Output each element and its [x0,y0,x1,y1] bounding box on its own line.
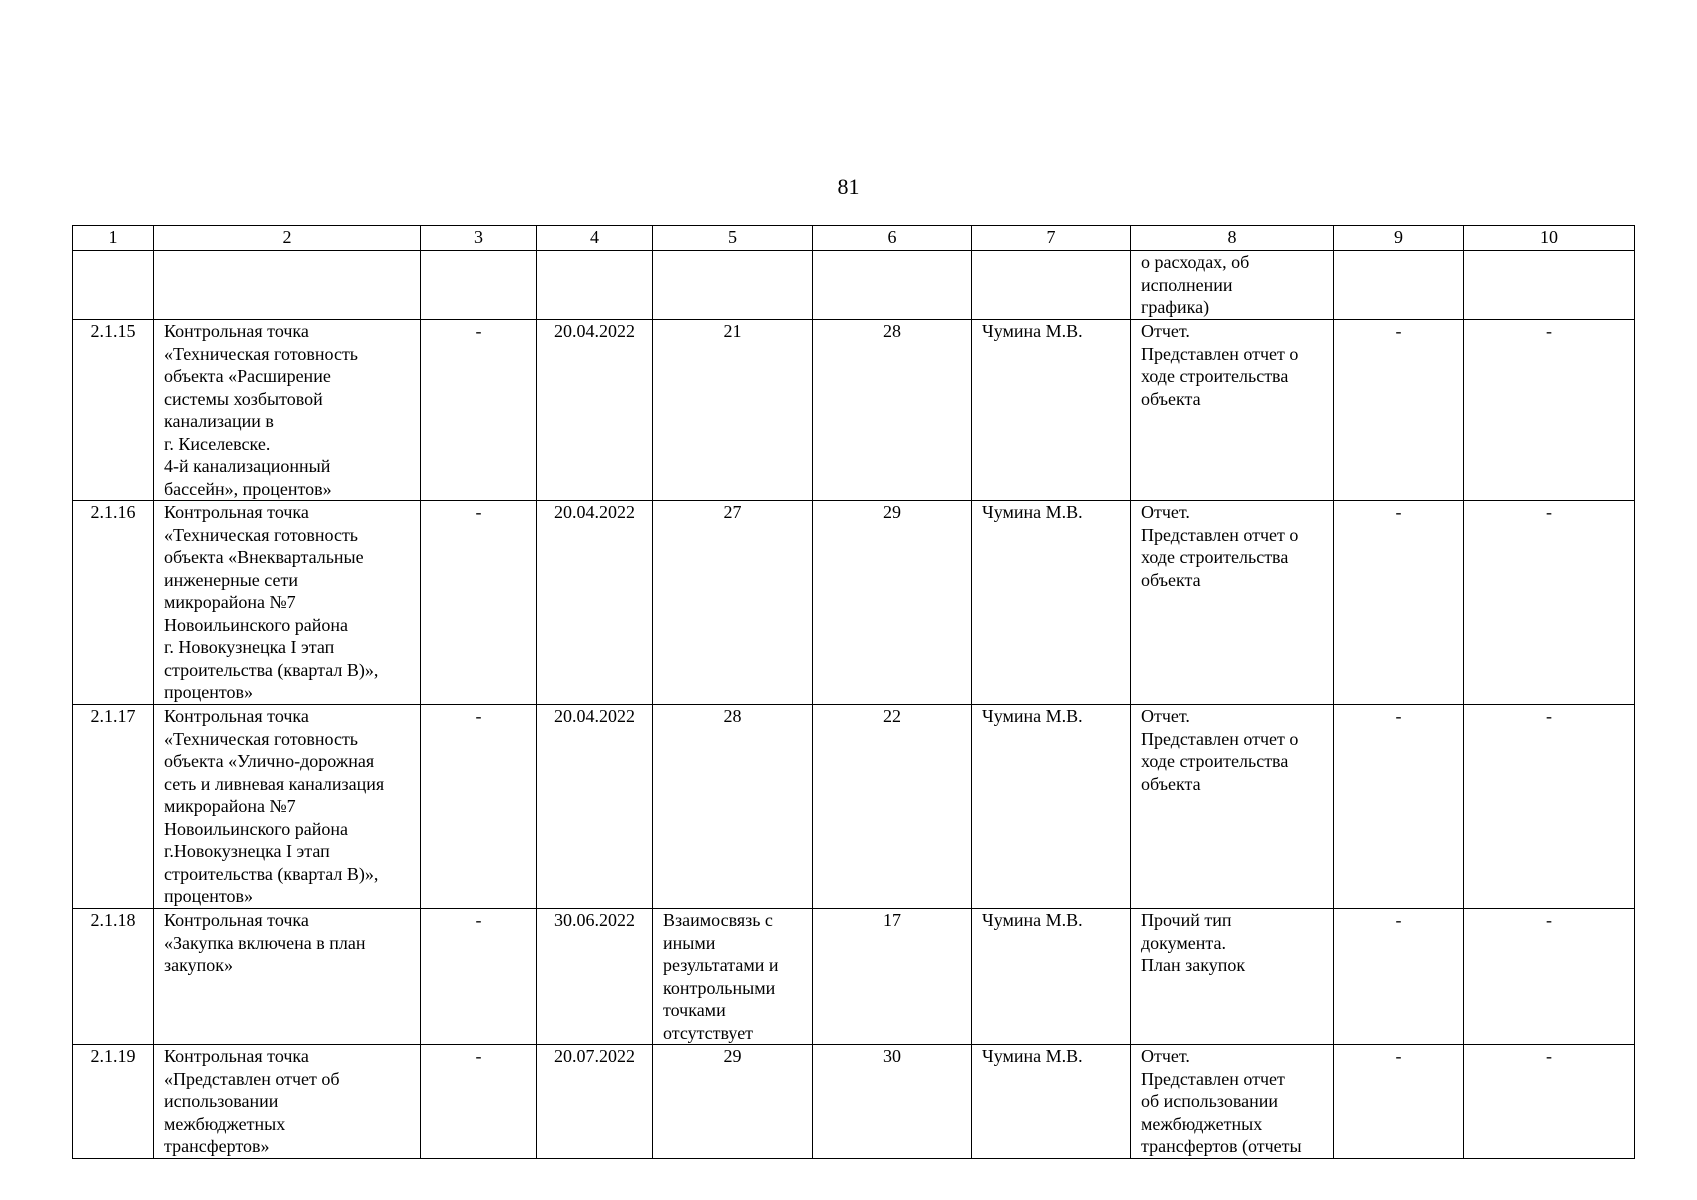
cell-col9: - [1334,909,1464,1045]
column-number: 2 [154,226,421,251]
cell-col9 [1334,251,1464,320]
row-number: 2.1.17 [73,705,154,909]
responsible-person: Чумина М.В. [972,1045,1131,1159]
cell-col10: - [1464,909,1635,1045]
date-cell: 20.04.2022 [537,501,653,705]
control-point-name: Контрольная точка «Техническая готовность объекта «Внеквартальные инженерные сети микрорайона №7 Новоильинского района г. Новокузнецка I этап строительства (квартал В)», процентов» [154,501,421,705]
table-row [73,501,1635,705]
document-type: Отчет. Представлен отчет об использовании межбюджетных трансфертов (отчеты [1131,1045,1334,1159]
cell-col3: - [421,705,537,909]
cell-col10 [1464,251,1635,320]
cell-col3: - [421,320,537,501]
row-number [73,251,154,320]
cell-col6: 28 [813,320,972,501]
cell-col6 [813,251,972,320]
date-cell: 20.04.2022 [537,705,653,909]
cell-col6: 17 [813,909,972,1045]
page-number: 81 [837,174,860,199]
responsible-person: Чумина М.В. [972,501,1131,705]
cell-col5: 27 [653,501,813,705]
control-point-name: Контрольная точка «Техническая готовность объекта «Улично-дорожная сеть и ливневая канализация микрорайона №7 Новоильинского района г.Новокузнецка I этап строительства (квартал В)», процентов» [154,705,421,909]
document-type: Отчет. Представлен отчет о ходе строительства объекта [1131,705,1334,909]
table-row [73,909,1635,1045]
cell-col10: - [1464,320,1635,501]
column-number: 5 [653,226,813,251]
table-row [73,251,1635,320]
date-cell: 20.07.2022 [537,1045,653,1159]
document-type: Прочий тип документа. План закупок [1131,909,1334,1045]
column-number: 6 [813,226,972,251]
control-point-name: Контрольная точка «Техническая готовность объекта «Расширение системы хозбытовой канализации в г. Киселевске. 4-й канализационный бассейн», процентов» [154,320,421,501]
cell-col9: - [1334,501,1464,705]
responsible-person [972,251,1131,320]
cell-col10: - [1464,1045,1635,1159]
cell-col10: - [1464,501,1635,705]
table-row [73,1045,1635,1159]
cell-col3: - [421,1045,537,1159]
cell-col3: - [421,501,537,705]
date-cell: 20.04.2022 [537,320,653,501]
cell-col5: Взаимосвязь с иными результатами и контрольными точками отсутствует [653,909,813,1045]
cell-col9: - [1334,705,1464,909]
cell-col5: 21 [653,320,813,501]
cell-col10: - [1464,705,1635,909]
cell-col5 [653,251,813,320]
document-type: Отчет. Представлен отчет о ходе строительства объекта [1131,320,1334,501]
table-row [73,320,1635,501]
cell-col9: - [1334,320,1464,501]
row-number: 2.1.19 [73,1045,154,1159]
document-type: о расходах, об исполнении графика) [1131,251,1334,320]
control-point-name [154,251,421,320]
control-point-name: Контрольная точка «Закупка включена в план закупок» [154,909,421,1045]
column-number: 1 [73,226,154,251]
column-number: 9 [1334,226,1464,251]
date-cell: 30.06.2022 [537,909,653,1045]
column-number: 7 [972,226,1131,251]
date-cell [537,251,653,320]
row-number: 2.1.16 [73,501,154,705]
row-number: 2.1.18 [73,909,154,1045]
cell-col9: - [1334,1045,1464,1159]
cell-col6: 22 [813,705,972,909]
responsible-person: Чумина М.В. [972,909,1131,1045]
cell-col3: - [421,909,537,1045]
cell-col5: 29 [653,1045,813,1159]
cell-col5: 28 [653,705,813,909]
column-number-row [73,226,1635,251]
column-number: 3 [421,226,537,251]
column-number: 4 [537,226,653,251]
responsible-person: Чумина М.В. [972,705,1131,909]
cell-col3 [421,251,537,320]
row-number: 2.1.15 [73,320,154,501]
control-point-name: Контрольная точка «Представлен отчет об использовании межбюджетных трансфертов» [154,1045,421,1159]
cell-col6: 30 [813,1045,972,1159]
table-row [73,705,1635,909]
column-number: 10 [1464,226,1635,251]
responsible-person: Чумина М.В. [972,320,1131,501]
column-number: 8 [1131,226,1334,251]
document-type: Отчет. Представлен отчет о ходе строительства объекта [1131,501,1334,705]
control-points-table [72,225,1635,1159]
cell-col6: 29 [813,501,972,705]
